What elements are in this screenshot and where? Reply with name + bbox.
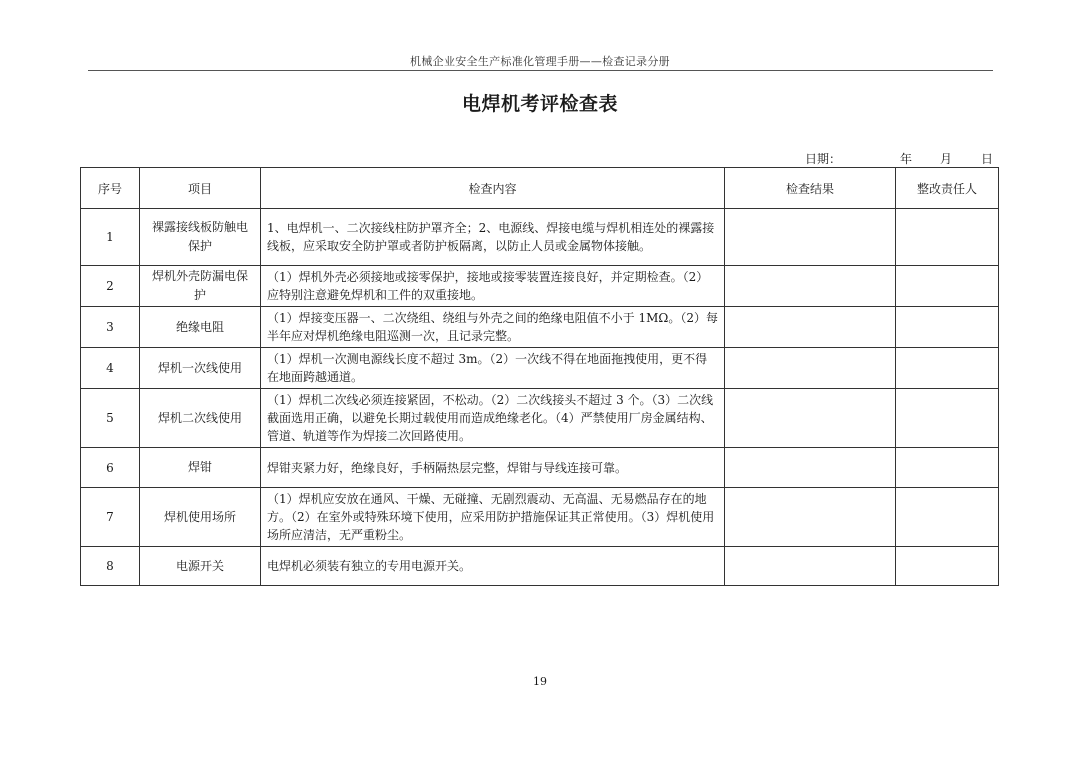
header-responsible: 整改责任人 [896, 168, 999, 209]
row-content: 焊钳夹紧力好，绝缘良好，手柄隔热层完整，焊钳与导线连接可靠。 [261, 448, 725, 488]
row-content: （1）焊机二次线必须连接紧固，不松动。（2）二次线接头不超过 3 个。（3）二次线截面选用正确，以避免长期过载使用而造成绝缘老化。（4）严禁使用厂房金属结构、管道、轨道等作为焊接二次回路使用。 [261, 389, 725, 448]
table-row [81, 307, 999, 348]
table-row [81, 448, 999, 488]
row-content: （1）焊接变压器一、二次绕组、绕组与外壳之间的绝缘电阻值不小于 1MΩ。（2）每半年应对焊机绝缘电阻巡测一次，且记录完整。 [261, 307, 725, 348]
row-number: 8 [81, 547, 140, 586]
result-cell[interactable] [725, 307, 896, 348]
date-year: 年 [900, 152, 913, 166]
header-content: 检查内容 [261, 168, 725, 209]
result-cell[interactable] [725, 547, 896, 586]
inspection-table [80, 167, 999, 586]
result-cell[interactable] [725, 389, 896, 448]
row-content: 电焊机必须装有独立的专用电源开关。 [261, 547, 725, 586]
row-content: 1、电焊机一、二次接线柱防护罩齐全；2、电源线、焊接电缆与焊机相连处的裸露接线板，应采取安全防护罩或者防护板隔离，以防止人员或金属物体接触。 [261, 209, 725, 266]
result-cell[interactable] [725, 209, 896, 266]
responsible-cell[interactable] [896, 307, 999, 348]
date-month: 月 [940, 152, 953, 166]
row-number: 2 [81, 266, 140, 307]
row-item: 电源开关 [140, 547, 261, 586]
header-rule [88, 70, 993, 71]
row-item: 焊机外壳防漏电保护 [140, 266, 261, 307]
result-cell[interactable] [725, 488, 896, 547]
table-row [81, 547, 999, 586]
header-number: 序号 [81, 168, 140, 209]
header-result: 检查结果 [725, 168, 896, 209]
row-item: 焊钳 [140, 448, 261, 488]
header-item: 项目 [140, 168, 261, 209]
row-number: 1 [81, 209, 140, 266]
table-header-row [81, 168, 999, 209]
row-number: 7 [81, 488, 140, 547]
responsible-cell[interactable] [896, 448, 999, 488]
row-content: （1）焊机应安放在通风、干燥、无碰撞、无剧烈震动、无高温、无易燃品存在的地方。（2）在室外或特殊环境下使用，应采用防护措施保证其正常使用。（3）焊机使用场所应清洁，无严重粉尘。 [261, 488, 725, 547]
table-row [81, 389, 999, 448]
row-number: 6 [81, 448, 140, 488]
row-item: 焊机使用场所 [140, 488, 261, 547]
table-row [81, 209, 999, 266]
responsible-cell[interactable] [896, 547, 999, 586]
responsible-cell[interactable] [896, 209, 999, 266]
result-cell[interactable] [725, 448, 896, 488]
date-label: 日期： [805, 152, 842, 166]
row-item: 绝缘电阻 [140, 307, 261, 348]
table-row [81, 266, 999, 307]
row-item: 焊机二次线使用 [140, 389, 261, 448]
result-cell[interactable] [725, 348, 896, 389]
page-number: 19 [533, 675, 547, 688]
responsible-cell[interactable] [896, 266, 999, 307]
row-number: 4 [81, 348, 140, 389]
row-number: 5 [81, 389, 140, 448]
responsible-cell[interactable] [896, 348, 999, 389]
row-content: （1）焊机外壳必须接地或接零保护，接地或接零装置连接良好，并定期检查。（2）应特别注意避免焊机和工件的双重接地。 [261, 266, 725, 307]
table-row [81, 348, 999, 389]
date-day: 日 [981, 152, 994, 166]
responsible-cell[interactable] [896, 488, 999, 547]
running-header: 机械企业安全生产标准化管理手册——检查记录分册 [410, 55, 670, 68]
responsible-cell[interactable] [896, 389, 999, 448]
row-item: 焊机一次线使用 [140, 348, 261, 389]
row-number: 3 [81, 307, 140, 348]
row-content: （1）焊机一次测电源线长度不超过 3m。（2）一次线不得在地面拖拽使用，更不得在地面跨越通道。 [261, 348, 725, 389]
document-title: 电焊机考评检查表 [461, 93, 618, 115]
row-item: 裸露接线板防触电保护 [140, 209, 261, 266]
date-line [805, 150, 995, 166]
table-row [81, 488, 999, 547]
result-cell[interactable] [725, 266, 896, 307]
